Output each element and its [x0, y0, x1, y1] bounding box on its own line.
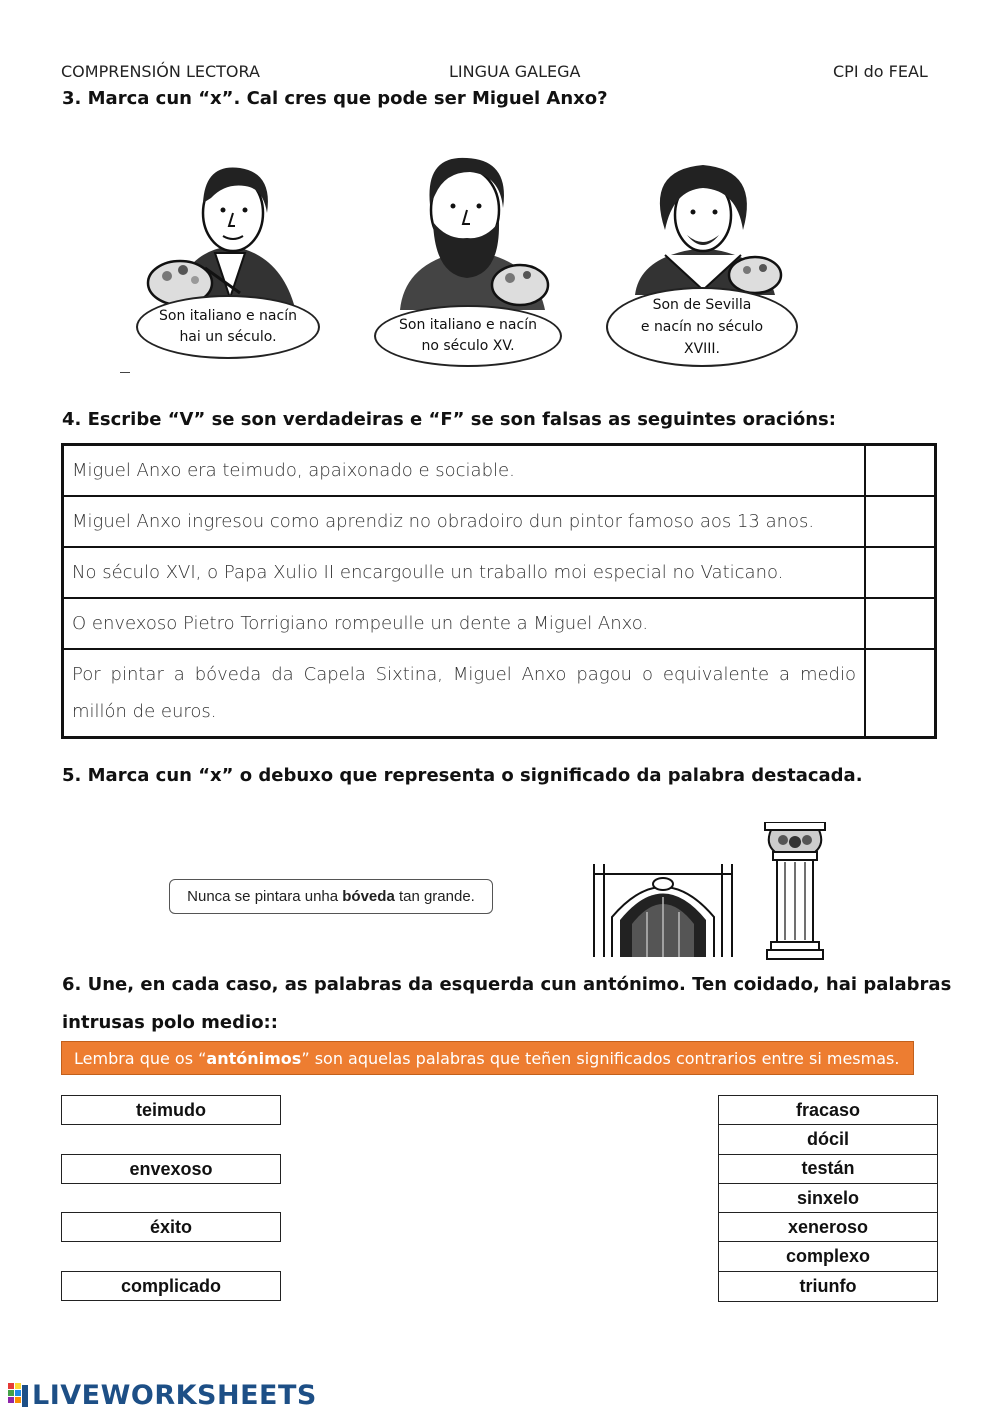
character-1-bubble: [136, 295, 320, 359]
q4-title: 4. Escribe “V” se son verdadeiras e “F” se son falsas as seguintes oracións:: [62, 409, 836, 430]
table-row: [63, 547, 936, 598]
statement-2: Miguel Anxo ingresou como aprendiz no obradoiro dun pintor famoso aos 13 anos.: [63, 496, 866, 547]
highlighted-sentence: [169, 879, 493, 914]
sentence-before: Nunca se pintara unha: [187, 888, 343, 905]
sentence-after: tan grande.: [394, 888, 475, 905]
column-illustration[interactable]: [763, 822, 827, 960]
character-2-bubble: [374, 305, 562, 367]
statement-4: O envexoso Pietro Torrigiano rompeulle un dente a Miguel Anxo.: [63, 598, 866, 649]
liveworksheets-logo[interactable]: [8, 1380, 317, 1411]
right-word-1[interactable]: fracaso: [719, 1096, 937, 1125]
bubble-2-line-1: Son italiano e nacín: [399, 317, 537, 333]
right-word-3[interactable]: testán: [719, 1155, 937, 1184]
answer-cell-1[interactable]: [865, 445, 936, 497]
bubble-3-line-3: XVIII.: [683, 341, 720, 357]
bubble-1-line-1: Son italiano e nacín: [159, 308, 297, 324]
statement-5: Por pintar a bóveda da Capela Sixtina, Miguel Anxo pagou o equivalente a medio millón de euros.: [63, 649, 866, 738]
logo-icon: [8, 1383, 30, 1409]
q6-title-line-1: 6. Une, en cada caso, as palabras da esquerda cun antónimo. Ten coidado, hai palabras: [62, 974, 952, 995]
answer-cell-2[interactable]: [865, 496, 936, 547]
note-before: Lembra que os “: [74, 1048, 207, 1068]
right-word-column: [718, 1095, 938, 1302]
dome-illustration[interactable]: [592, 862, 734, 959]
bubble-2-line-2: no século XV.: [421, 338, 515, 354]
header-right: CPI do FEAL: [833, 62, 928, 81]
statement-1: Miguel Anxo era teimudo, apaixonado e sociable.: [63, 445, 866, 497]
left-word-4[interactable]: complicado: [61, 1271, 281, 1301]
left-word-2[interactable]: envexoso: [61, 1154, 281, 1184]
answer-cell-5[interactable]: [865, 649, 936, 738]
q6-title-line-2: intrusas polo medio::: [62, 1012, 278, 1033]
left-word-3[interactable]: éxito: [61, 1212, 281, 1242]
true-false-table: [61, 443, 937, 739]
note-after: ” son aquelas palabras que teñen significados contrarios entre si mesmas.: [301, 1048, 900, 1068]
right-word-5[interactable]: xeneroso: [719, 1213, 937, 1242]
q5-title: 5. Marca cun “x” o debuxo que representa o significado da palabra destacada.: [62, 765, 863, 786]
bubble-1-line-2: hai un século.: [179, 329, 277, 345]
left-word-1[interactable]: teimudo: [61, 1095, 281, 1125]
answer-cell-3[interactable]: [865, 547, 936, 598]
table-row: [63, 598, 936, 649]
statement-3: No século XVI, o Papa Xulio II encargoulle un traballo moi especial no Vaticano.: [63, 547, 866, 598]
bubble-3-line-1: Son de Sevilla: [652, 297, 752, 313]
stray-mark: [120, 372, 130, 373]
header-left: COMPRENSIÓN LECTORA: [61, 62, 260, 81]
sentence-bold-word: bóveda: [342, 888, 395, 905]
antonym-note: [61, 1041, 914, 1075]
right-word-7[interactable]: triunfo: [799, 1275, 857, 1296]
character-3-bubble: [606, 287, 798, 367]
header-center: LINGUA GALEGA: [449, 62, 581, 81]
bubble-3-line-2: e nacín no século: [640, 319, 764, 335]
q3-title: 3. Marca cun “x”. Cal cres que pode ser Miguel Anxo?: [62, 88, 608, 109]
answer-cell-4[interactable]: [865, 598, 936, 649]
character-3-illustration[interactable]: [625, 160, 785, 295]
character-2-illustration[interactable]: [385, 150, 555, 310]
table-row: [63, 445, 936, 497]
logo-text: LIVEWORKSHEETS: [32, 1380, 317, 1411]
right-word-6[interactable]: complexo: [719, 1242, 937, 1271]
character-1-illustration[interactable]: [145, 158, 315, 308]
right-word-2[interactable]: dócil: [719, 1125, 937, 1154]
table-row: [63, 649, 936, 738]
note-bold: antónimos: [206, 1048, 302, 1068]
table-row: [63, 496, 936, 547]
right-word-4[interactable]: sinxelo: [719, 1184, 937, 1213]
